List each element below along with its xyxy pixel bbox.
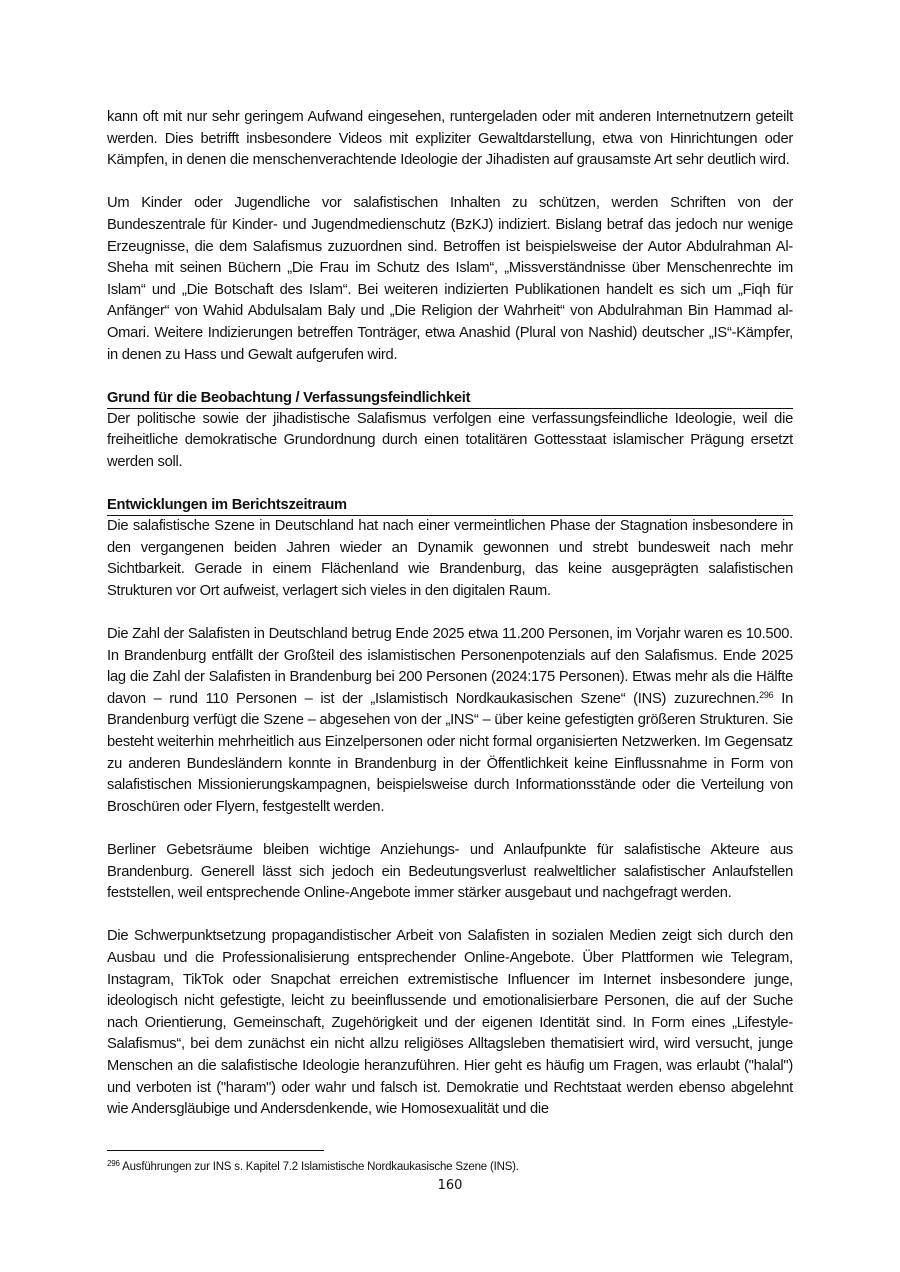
footnote-number: 296 [107, 1159, 120, 1168]
paragraph-5-part-a: Die Zahl der Salafisten in Deutschland betrug Ende 2025 etwa 11.200 Personen, im Vorjahr waren es 10.500. In Brandenburg entfällt der Großteil des islamistischen Personenpotenzials auf den Salafismus. Ende 2025 lag die Zahl der Salafisten in Brandenburg bei 200 Personen (2024:175 Personen). Etwas mehr als die Hälfte davon – rund 110 Personen – ist der „Islamistisch Nordkaukasischen Szene“ (INS) zuzurechnen. [107, 626, 793, 707]
footnote-divider [107, 1150, 324, 1151]
section-heading-entwicklungen: Entwicklungen im Berichtszeitraum [107, 495, 793, 516]
paragraph-2: Um Kinder oder Jugendliche vor salafistischen Inhalten zu schützen, werden Schriften von der Bundeszentrale für Kinder- und Jugendmedienschutz (BzKJ) indiziert. Bislang betraf das jedoch nur wenige Erzeugnisse, die dem Salafismus zuzuordnen sind. Betroffen ist beispielsweise der Autor Abdulrahman Al-Sheha mit seinen Büchern „Die Frau im Schutz des Islam“, „Missverständnisse über Menschenrechte im Islam“ und „Die Botschaft des Islam“. Bei weiteren indizierten Publikationen handelt es sich um „Fiqh für Anfänger“ von Wahid Abdulsalam Baly und „Die Religion der Wahrheit“ von Abdulrahman Bin Hammad al-Omari. Weitere Indizierungen betreffen Tonträger, etwa Anashid (Plural von Nashid) deutscher „IS“-Kämpfer, in denen zu Hass und Gewalt aufgerufen wird. [107, 195, 793, 363]
paragraph-1: kann oft mit nur sehr geringem Aufwand eingesehen, runtergeladen oder mit anderen Internetnutzern geteilt werden. Dies betrifft insbesondere Videos mit expliziter Gewaltdarstellung, etwa von Hinrichtungen oder Kämpfen, in denen die menschenverachtende Ideologie der Jihadisten auf grausamste Art sehr deutlich wird. [107, 109, 793, 169]
page-number: 160 [437, 1178, 463, 1193]
footnote-reference[interactable]: 296 [759, 689, 774, 700]
paragraph-5 [107, 624, 793, 818]
document-body [107, 107, 793, 1121]
paragraph-3: Der politische sowie der jihadistische Salafismus verfolgen eine verfassungsfeindliche Ideologie, weil die freiheitliche demokratische Grundordnung durch einen totalitären Gottesstaat islamischer Prägung ersetzt werden soll. [107, 410, 793, 470]
paragraph-6: Berliner Gebetsräume bleiben wichtige Anziehungs- und Anlaufpunkte für salafistische Akteure aus Brandenburg. Generell lässt sich jedoch ein Bedeutungsverlust realweltlicher salafistischer Anlaufstellen feststellen, weil entsprechende Online-Angebote immer stärker ausgebaut und nachgefragt werden. [107, 842, 793, 902]
footnote-text: Ausführungen zur INS s. Kapitel 7.2 Islamistische Nordkaukasische Szene (INS). [122, 1161, 519, 1173]
section-heading-grund: Grund für die Beobachtung / Verfassungsfeindlichkeit [107, 388, 793, 409]
footnote [107, 1159, 793, 1173]
paragraph-5-part-b: In Brandenburg verfügt die Szene – abgesehen von der „INS“ – über keine gefestigten größeren Strukturen. Sie besteht weiterhin mehrheitlich aus Einzelpersonen oder nicht formal organisierten Netzwerken. Im Gegensatz zu anderen Bundesländern konnte in Brandenburg in der Öffentlichkeit keine Einflussnahme in Form von salafistischen Missionierungskampagnen, beispielsweise durch Informationsstände oder die Verteilung von Broschüren oder Flyern, festgestellt werden. [107, 690, 793, 815]
paragraph-4: Die salafistische Szene in Deutschland hat nach einer vermeintlichen Phase der Stagnation insbesondere in den vergangenen beiden Jahren wieder an Dynamik gewonnen und strebt bundesweit nach mehr Sichtbarkeit. Gerade in einem Flächenland wie Brandenburg, das keine ausgeprägten salafistischen Strukturen vor Ort aufweist, verlagert sich vieles in den digitalen Raum. [107, 518, 793, 599]
paragraph-7: Die Schwerpunktsetzung propagandistischer Arbeit von Salafisten in sozialen Medien zeigt sich durch den Ausbau und die Professionalisierung entsprechender Online-Angebote. Über Plattformen wie Telegram, Instagram, TikTok oder Snapchat erreichen extremistische Influencer im Internet insbesondere junge, ideologisch nicht gefestigte, leicht zu beeinflussende und emotionalisierbare Personen, die auf der Suche nach Orientierung, Gemeinschaft, Zugehörigkeit und der eigenen Identität sind. In Form eines „Lifestyle-Salafismus“, bei dem zunächst ein nicht allzu religiöses Alltagsleben thematisiert wird, wird versucht, junge Menschen an die salafistische Ideologie heranzuführen. Hier geht es häufig um Fragen, was erlaubt ("halal") und verboten ist ("haram") oder wahr und falsch ist. Demokratie und Rechtstaat werden ebenso abgelehnt wie Andersgläubige und Andersdenkende, wie Homosexualität und die [107, 928, 793, 1118]
